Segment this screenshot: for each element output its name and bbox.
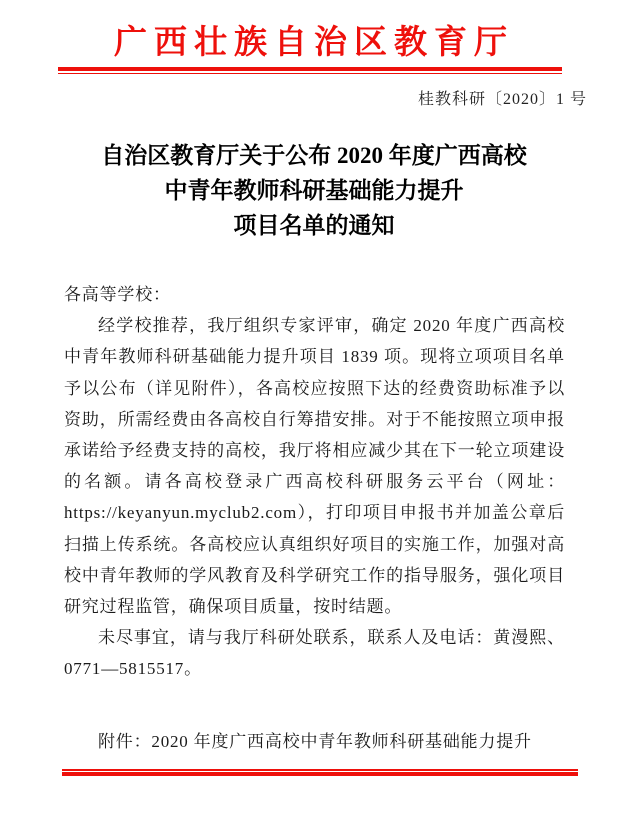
salutation: 各高等学校： — [64, 285, 171, 304]
footer-divider-thick-line — [62, 772, 578, 776]
attachment-reference: 附件：2020 年度广西高校中青年教师科研基础能力提升 — [98, 732, 532, 751]
body-paragraph-2: 未尽事宜，请与我厅科研处联系，联系人及电话：黄漫熙、0771—5815517。 — [64, 628, 565, 679]
agency-header: 广西壮族自治区教育厅 — [114, 25, 514, 61]
notice-title-line-1: 自治区教育厅关于公布 2020 年度广西高校 — [101, 143, 527, 168]
header-divider-thick-line — [58, 67, 562, 71]
notice-title-line-3: 项目名单的通知 — [233, 213, 395, 238]
header-divider-thin-line — [58, 73, 562, 75]
document-body — [64, 279, 565, 685]
footer-divider — [62, 769, 578, 776]
footer-divider-thin-line — [62, 769, 578, 771]
notice-title-line-2: 中青年教师科研基础能力提升 — [164, 178, 464, 203]
document-number: 桂教科研〔2020〕1 号 — [417, 91, 587, 108]
notice-title — [0, 138, 628, 243]
body-paragraph-1: 经学校推荐，我厅组织专家评审，确定 2020 年度广西高校中青年教师科研基础能力提升项目 1839 项。现将立项项目名单予以公布（详见附件），各高校应按照下达的经费资助标准予以资助，所需经费由各高校自行筹措安排。对于不能按照立项申报承诺给予经费支持的高校，我厅将相应减少其在下一轮立项建设的名额。请各高校登录广西高校科研服务云平台（网址：https://keyanyun.myclub2.com），打印项目申报书并加盖公章后扫描上传系统。各高校应认真组织好项目的实施工作，加强对高校中青年教师的学风教育及科学研究工作的指导服务，强化项目研究过程监管，确保项目质量，按时结题。 — [64, 316, 565, 617]
header-divider — [58, 67, 562, 74]
